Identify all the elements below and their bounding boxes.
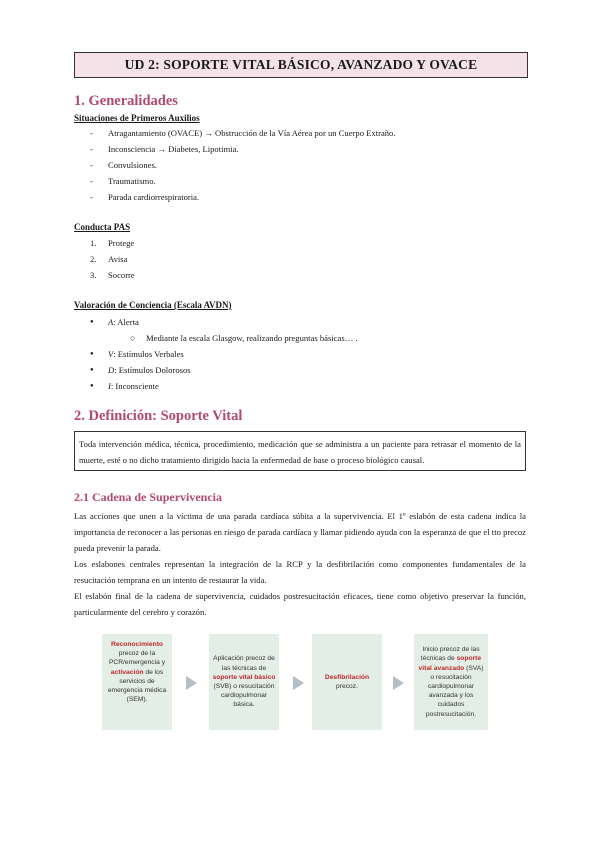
chain-step-recognition: Reconocimiento precoz de la PCR/emergencia y activación de los servicios de emergencia médica (SEM). [102,634,172,730]
chain-step-sva: Inicio precoz de las técnicas de soporte vital avanzado (SVA) o resucitación cardiopulmonar avanzada y los cuidados postresucitación. [414,634,488,730]
document-title: UD 2: SOPORTE VITAL BÁSICO, AVANZADO Y OVACE [74,52,528,78]
paragraph: El eslabón final de la cadena de supervivencia, cuidados postresucitación eficaces, tiene como objetivo preservar la función, particularmente del cerebro y corazón. [74,591,526,617]
paragraph: Las acciones que unen a la víctima de una parada cardíaca súbita a la supervivencia. El 1º eslabón de esta cadena indica la importancia de reconocer a las personas en riesgo de parada cardíaca y llamar pidiendo ayuda con la esperanza de que el tto precoz pueda prevenir la parada. [74,511,526,553]
section-1-heading: 1. Generalidades [74,93,178,109]
chain-step-defibrillation: Desfibrilación precoz. [312,634,382,730]
conducta-label: Conducta PAS [74,222,131,232]
chain-step-svb: Aplicación precoz de las técnicas de soporte vital básico (SVB) o resucitación cardiopulmonar básica. [209,634,279,730]
chain-arrow-icon [186,676,197,690]
paragraph: Los eslabones centrales representan la integración de la RCP y la desfibrilación como componentes fundamentales de la resucitación temprana en un intento de restaurar la vida. [74,559,526,585]
survival-chain-diagram [102,634,490,730]
section-2-1-heading: 2.1 Cadena de Supervivencia [74,490,223,504]
valoracion-label: Valoración de Conciencia (Escala AVDN) [74,300,232,310]
document-page: UD 2: SOPORTE VITAL BÁSICO, AVANZADO Y OVACE 1. Generalidades Situaciones de Primeros Auxilios - Atragantamiento (OVACE) → Obstrucción de la Vía Aérea por un Cuerpo Extraño. - Inconsciencia → Diabetes, Lipotimia. - Convulsiones. - Traumatismo. - Parada cardiorrespiratoria. Conducta PAS 1. Protege 2. Avisa 3. Socorre Valoración de Conciencia (Escala AVDN) ● A: Alerta ○ Mediante la escala Glasgow, realizando preguntas básicas… . ● V: Estímulos Verbales ● D: Estímulos Dolorosos ● I: Inconsciente 2. Definición: Soporte Vital Toda intervención médica, técnica, procedimiento, medicación que se administra a un paciente para retrasar el momento de la muerte, esté o no dicho tratamiento dirigido hacia la enfermedad de base o proceso biológico causal. 2.1 Cadena de Supervivencia Las acciones que unen a la víctima de una parada cardíaca súbita a la supervivencia. El 1º eslabón de esta cadena indica la importancia de reconocer a las personas en riesgo de parada cardíaca y llamar pidiendo ayuda con la esperanza de que el tto precoz pueda prevenir la parada. Los eslabones centrales representan la integración de la RCP y la desfibrilación como componentes fundamentales de la resucitación temprana en un intento de restaurar la vida. El eslabón final de la cadena de supervivencia, cuidados postresucitación eficaces, tiene como objetivo preservar la función, particularmente del cerebro y corazón. Reconocimiento precoz de la PCR/emergencia y activación de los servicios de emergencia médica (SEM). Aplicación precoz de las técnicas de soporte vital básico (SVB) o resucitación cardiopulmonar básica. Desfibrilación precoz. Inicio precoz de las técnicas de soporte vital avanzado (SVA) o resucitación cardiopulmonar avanzada y los cuidados postresucitación. [0,0,600,848]
definition-box: Toda intervención médica, técnica, procedimiento, medicación que se administra a un paciente para retrasar el momento de la muerte, esté o no dicho tratamiento dirigido hacia la enfermedad de base o proceso biológico causal. [74,431,526,471]
section-2-heading: 2. Definición: Soporte Vital [74,408,243,424]
situaciones-label: Situaciones de Primeros Auxilios [74,113,200,123]
chain-arrow-icon [393,676,404,690]
chain-arrow-icon [293,676,304,690]
